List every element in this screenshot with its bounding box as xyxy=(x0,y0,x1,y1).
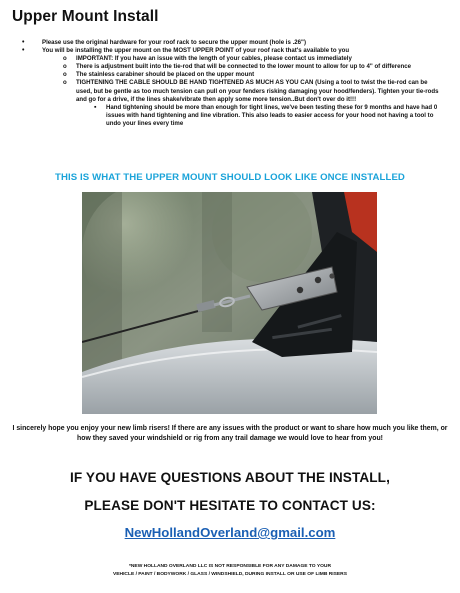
sub-bullet-marker: o xyxy=(63,79,67,87)
instruction-list xyxy=(22,39,444,128)
disclaimer-line2: VEHICLE / PAINT / BODYWORK / GLASS / WINDSHIELD, DURING INSTALL OR USE OF LIMB RISERS xyxy=(113,571,347,577)
list-item xyxy=(22,63,444,71)
thank-you-message: I sincerely hope you enjoy your new limb risers! If there are any issues with the product or want to share how much you like them, or how they saved your windshield or rig from any trail damage we would love to hear from you! xyxy=(12,425,448,442)
questions-heading-line1: IF YOU HAVE QUESTIONS ABOUT THE INSTALL, xyxy=(70,470,390,485)
disclaimer-line1: *NEW HOLLAND OVERLAND LLC IS NOT RESPONSIBLE FOR ANY DAMAGE TO YOUR xyxy=(129,564,331,569)
list-item xyxy=(22,39,444,47)
sub-bullet-text: IMPORTANT: If you have an issue with the length of your cables, please contact us immediately xyxy=(76,55,352,63)
sub-bullet-text: The stainless carabiner should be placed on the upper mount xyxy=(76,71,255,79)
sub-bullet-marker: o xyxy=(63,71,67,79)
contact-email-link[interactable]: NewHollandOverland@gmail.com xyxy=(124,525,336,540)
installed-mount-photo xyxy=(82,192,377,414)
photo-caption: THIS IS WHAT THE UPPER MOUNT SHOULD LOOK LIKE ONCE INSTALLED xyxy=(55,172,405,183)
sub-bullet-text: TIGHTENING THE CABLE SHOULD BE HAND TIGHTENED AS MUCH AS YOU CAN (Using a tool to twist the tie-rod can be used, but be gentle as too much tension can pull on your fenders risking damaging your hood/fenders). Tighten your tie-rods and go for a drive, if the lines shake/vibrate then apply some more tension..But don't over do it!!! xyxy=(76,79,439,103)
list-item xyxy=(22,104,444,128)
sub-sub-bullet-marker: ▪ xyxy=(94,103,97,111)
sub-bullet-marker: o xyxy=(63,63,67,71)
page-title: Upper Mount Install xyxy=(12,8,159,25)
bullet-text: Please use the original hardware for your roof rack to secure the upper mount (hole is .26") xyxy=(42,39,306,46)
disclaimer xyxy=(60,563,400,578)
list-item xyxy=(22,55,444,63)
questions-heading-line2: PLEASE DON'T HESITATE TO CONTACT US: xyxy=(84,498,376,513)
sub-sub-bullet-text: Hand tightening should be more than enough for tight lines, we've been testing these for 9 months and have had 0 issues with hand tightening and line vibration. This also leads to easier access for your hood not having a tool to undo your lines every time xyxy=(106,103,438,127)
bullet-marker: • xyxy=(22,47,25,55)
list-item xyxy=(22,79,444,103)
bullet-text: You will be installing the upper mount on the MOST UPPER POINT of your roof rack that's available to you xyxy=(42,47,350,55)
sub-bullet-text: There is adjustment built into the tie-rod that will be connected to the lower mount to allow for up to 4" of difference xyxy=(76,63,412,71)
sub-bullet-marker: o xyxy=(63,55,67,63)
list-item xyxy=(22,47,444,55)
bullet-marker: • xyxy=(22,39,25,46)
list-item xyxy=(22,71,444,79)
